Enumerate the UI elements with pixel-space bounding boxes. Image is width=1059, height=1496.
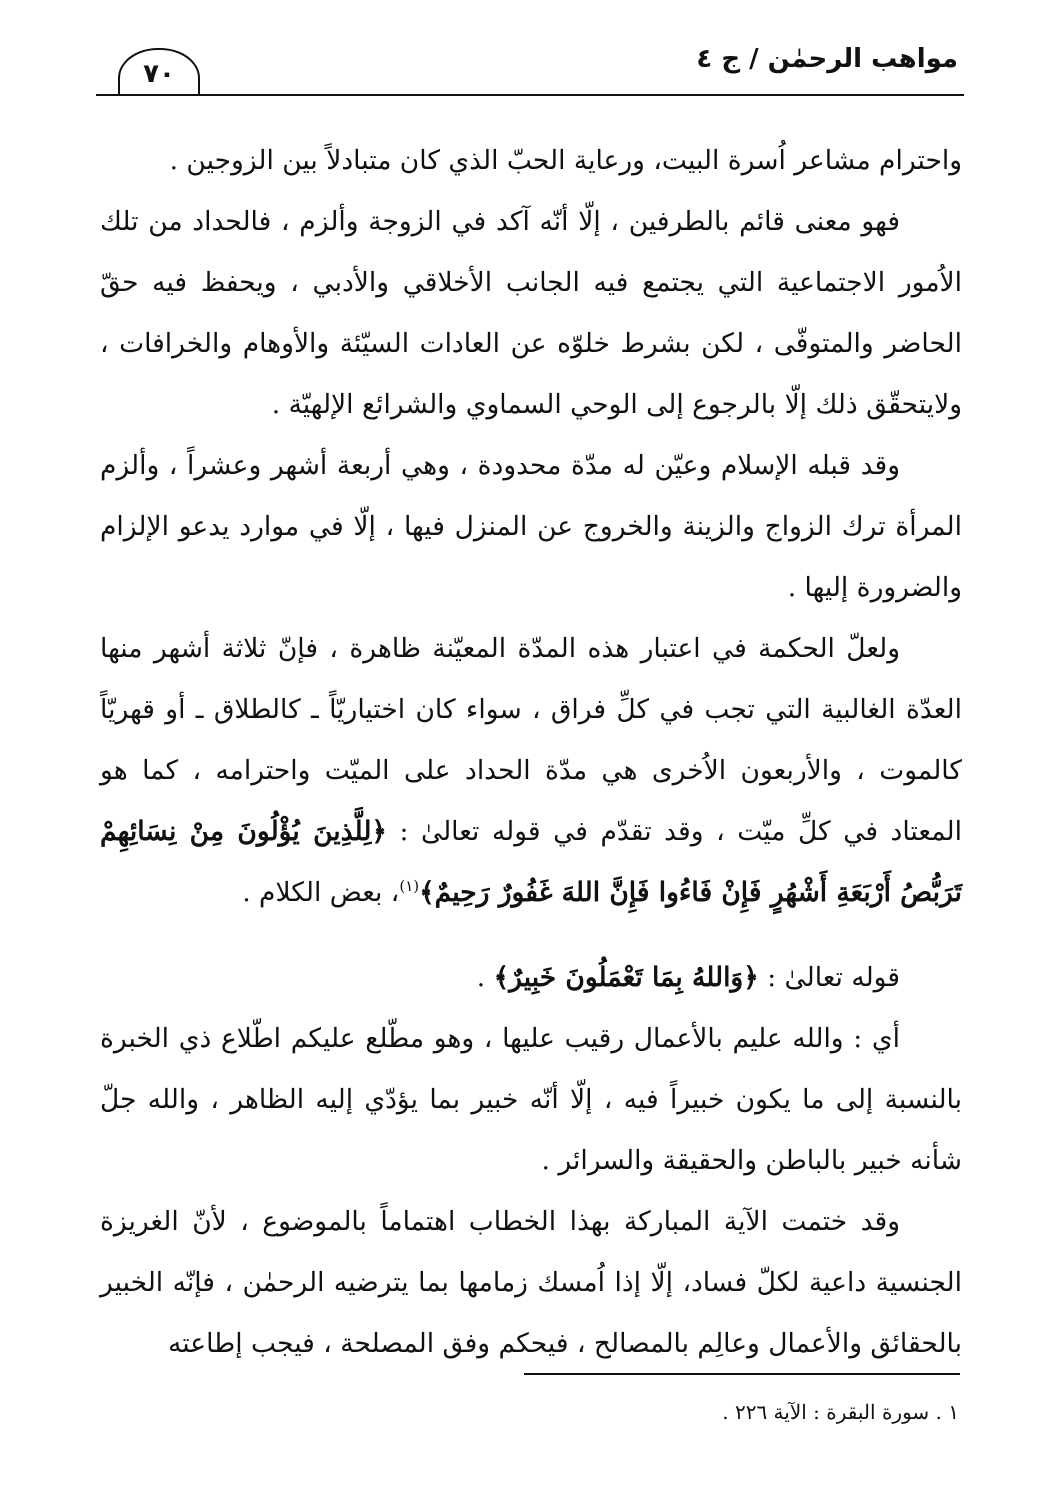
paragraph-7: وقد ختمت الآية المباركة بهذا الخطاب اهتماماً بالموضوع ، لأنّ الغريزة الجنسية داعية لكلّ فساد، إلّا إذا اُمسك زمامها بما يترضيه الرحمٰن ، فإنّه الخبير بالحقائق والأعمال وعالِم بالمصالح ، فيحكم وفق المصلحة ، فيجب إطاعته — [100, 1206, 962, 1359]
paragraph-6: أي : والله عليم بالأعمال رقيب عليها ، وهو مطّلع عليكم اطّلاع ذي الخبرة بالنسبة إلى ما يكون خبيراً فيه ، إلّا أنّه خبير بما يؤدّي إليه الظاهر ، والله جلّ شأنه خبير بالباطن والحقيقة والسرائر . — [100, 1023, 962, 1176]
quran-verse-1: ﴿لِلَّذِينَ يُؤْلُونَ مِنْ نِسَائِهِمْ تَرَبُّصُ أَرْبَعَةِ أَشْهُرٍ فَإِنْ فَاءُوا فَإِنَّ اللهَ غَفُورٌ رَحِيمٌ﴾ — [100, 816, 962, 908]
paragraph-4-end: ، بعض الكلام . — [242, 877, 400, 908]
footnote: ١ . سورة البقرة : الآية ٢٢٦ . — [722, 1400, 959, 1424]
header-rule — [96, 94, 964, 96]
footnote-ref: (١) — [399, 877, 420, 896]
paragraph-2: فهو معنى قائم بالطرفين ، إلّا أنّه آكد في الزوجة وألزم ، فالحداد من تلك الاُمور الاجتماعية التي يجتمع فيه الجانب الأخلاقي والأدبي ، ويحفظ فيه حقّ الحاضر والمتوفّى ، لكن بشرط خلوّه عن العادات السيّئة والأوهام والخرافات ، ولايتحقّق ذلك إلّا بالرجوع إلى الوحي السماوي والشرائع الإلهيّة . — [100, 206, 962, 420]
paragraph-4-text: ولعلّ الحكمة في اعتبار هذه المدّة المعيّنة ظاهرة ، فإنّ ثلاثة أشهر منها العدّة الغالبية التي تجب في كلِّ فراق ، سواء كان اختياريّاً ـ كالطلاق ـ أو قهريّاً كالموت ، والأربعون الاُخرى هي مدّة الحداد على الميّت واحترامه ، كما هو المعتاد في كلِّ ميّت ، وقد تقدّم في قوله تعالىٰ : — [100, 633, 962, 847]
paragraph-5 — [100, 947, 962, 1008]
body-text — [100, 130, 962, 1374]
paragraph-4 — [100, 618, 962, 923]
footnote-rule — [524, 1373, 960, 1375]
paragraph-5-text: قوله تعالىٰ : — [758, 962, 900, 993]
page-header — [96, 34, 964, 104]
page-number: ٧٠ — [118, 48, 200, 96]
paragraph-3: وقد قبله الإسلام وعيّن له مدّة محدودة ، وهي أربعة أشهر وعشراً ، وألزم المرأة ترك الزواج والزينة والخروج عن المنزل فيها ، إلّا في موارد يدعو الإلزام والضرورة إليها . — [100, 450, 962, 603]
paragraph-1: واحترام مشاعر اُسرة البيت، ورعاية الحبّ الذي كان متبادلاً بين الزوجين . — [169, 145, 962, 176]
paragraph-5-end: . — [476, 962, 494, 993]
quran-verse-2: ﴿وَاللهُ بِمَا تَعْمَلُونَ خَبِيرٌ﴾ — [493, 962, 759, 993]
running-title: مواهب الرحمٰن / ج ٤ — [696, 44, 958, 74]
